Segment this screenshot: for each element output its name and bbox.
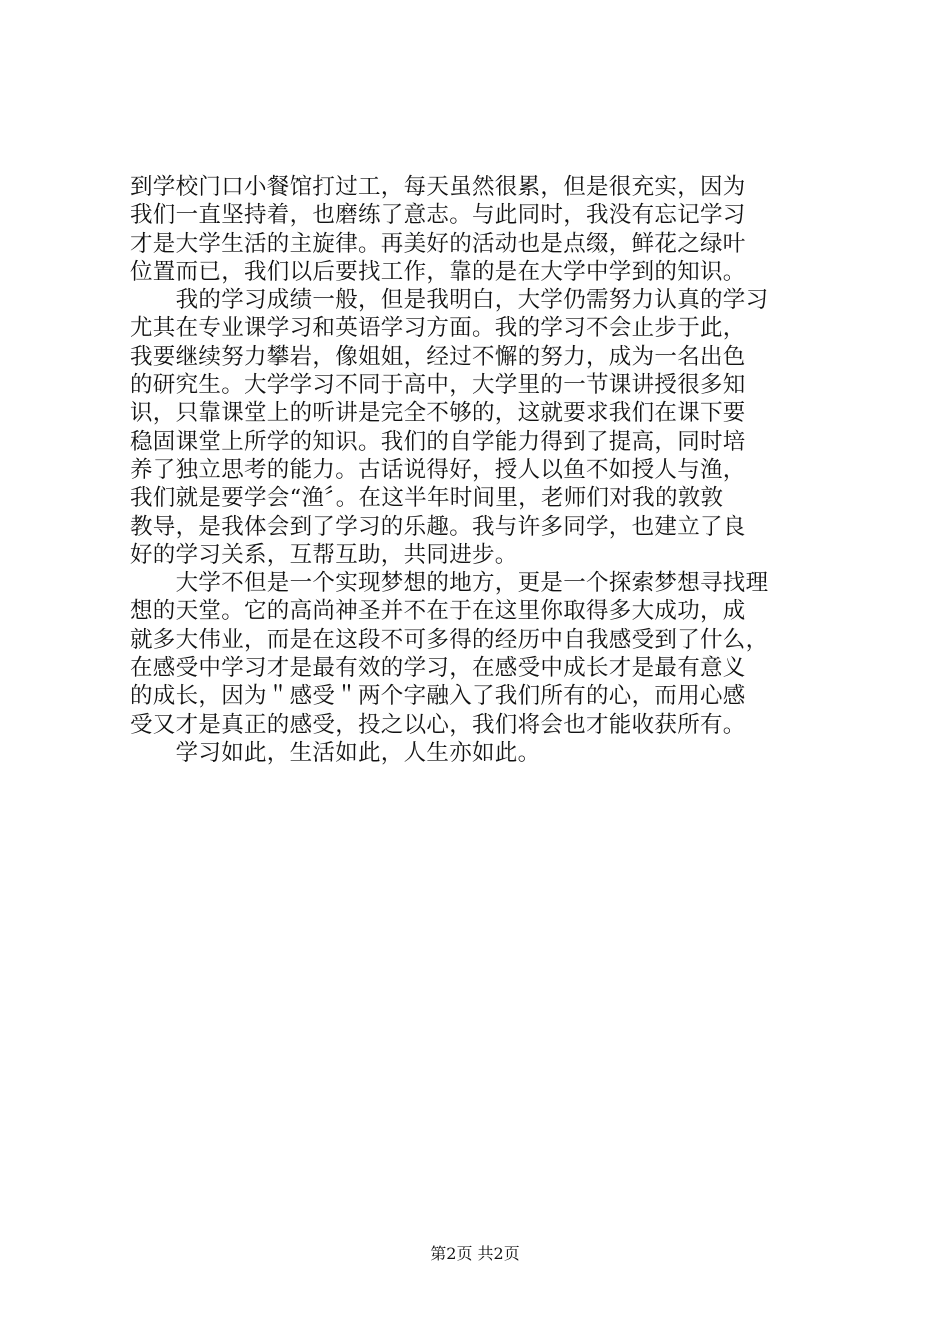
text-line: 我要继续努力攀岩，像姐姐，经过不懈的努力，成为一名出色: [130, 343, 746, 370]
text-line: 养了独立思考的能力。古话说得好，授人以鱼不如授人与渔，: [130, 456, 746, 483]
text-line: 学习如此，生活如此，人生亦如此。: [130, 739, 541, 766]
text-line: 大学不但是一个实现梦想的地方，更是一个探索梦想寻找理: [130, 570, 769, 597]
text-line: 识，只靠课堂上的听讲是完全不够的，这就要求我们在课下要: [130, 400, 746, 427]
text-line: 到学校门口小餐馆打过工，每天虽然很累，但是很充实，因为: [130, 174, 746, 200]
text-line: 好的学习关系，互帮互助，共同进步。: [130, 541, 518, 568]
page-number-footer: 第2页 共2页: [430, 1244, 520, 1263]
text-line: 位置而已，我们以后要找工作，靠的是在大学中学到的知识。: [130, 258, 746, 285]
text-line: 的成长，因为＂感受＂两个字融入了我们所有的心，而用心感: [130, 683, 746, 710]
text-line: 我们一直坚持着，也磨练了意志。与此同时，我没有忘记学习: [130, 202, 746, 229]
text-line: 在感受中学习才是最有效的学习，在感受中成长才是最有意义: [130, 655, 746, 682]
text-line: 教导，是我体会到了学习的乐趣。我与许多同学，也建立了良: [130, 513, 746, 540]
text-line: 的研究生。大学学习不同于高中，大学里的一节课讲授很多知: [130, 372, 746, 399]
text-line: 尤其在专业课学习和英语学习方面。我的学习不会止步于此，: [130, 315, 746, 342]
text-line: 我的学习成绩一般，但是我明白，大学仍需努力认真的学习: [130, 287, 769, 314]
text-line: 稳固课堂上所学的知识。我们的自学能力得到了提高，同时培: [130, 428, 746, 455]
text-line: 受又才是真正的感受，投之以心，我们将会也才能收获所有。: [130, 711, 746, 738]
body-text: [130, 173, 842, 767]
text-line: 才是大学生活的主旋律。再美好的活动也是点缀，鲜花之绿叶: [130, 230, 746, 257]
text-line: 我们就是要学会“渔〞。在这半年时间里，老师们对我的敦敦: [130, 485, 724, 512]
text-line: 就多大伟业，而是在这段不可多得的经历中自我感受到了什么，: [130, 626, 769, 653]
text-line: 想的天堂。它的高尚神圣并不在于在这里你取得多大成功，成: [130, 598, 746, 625]
